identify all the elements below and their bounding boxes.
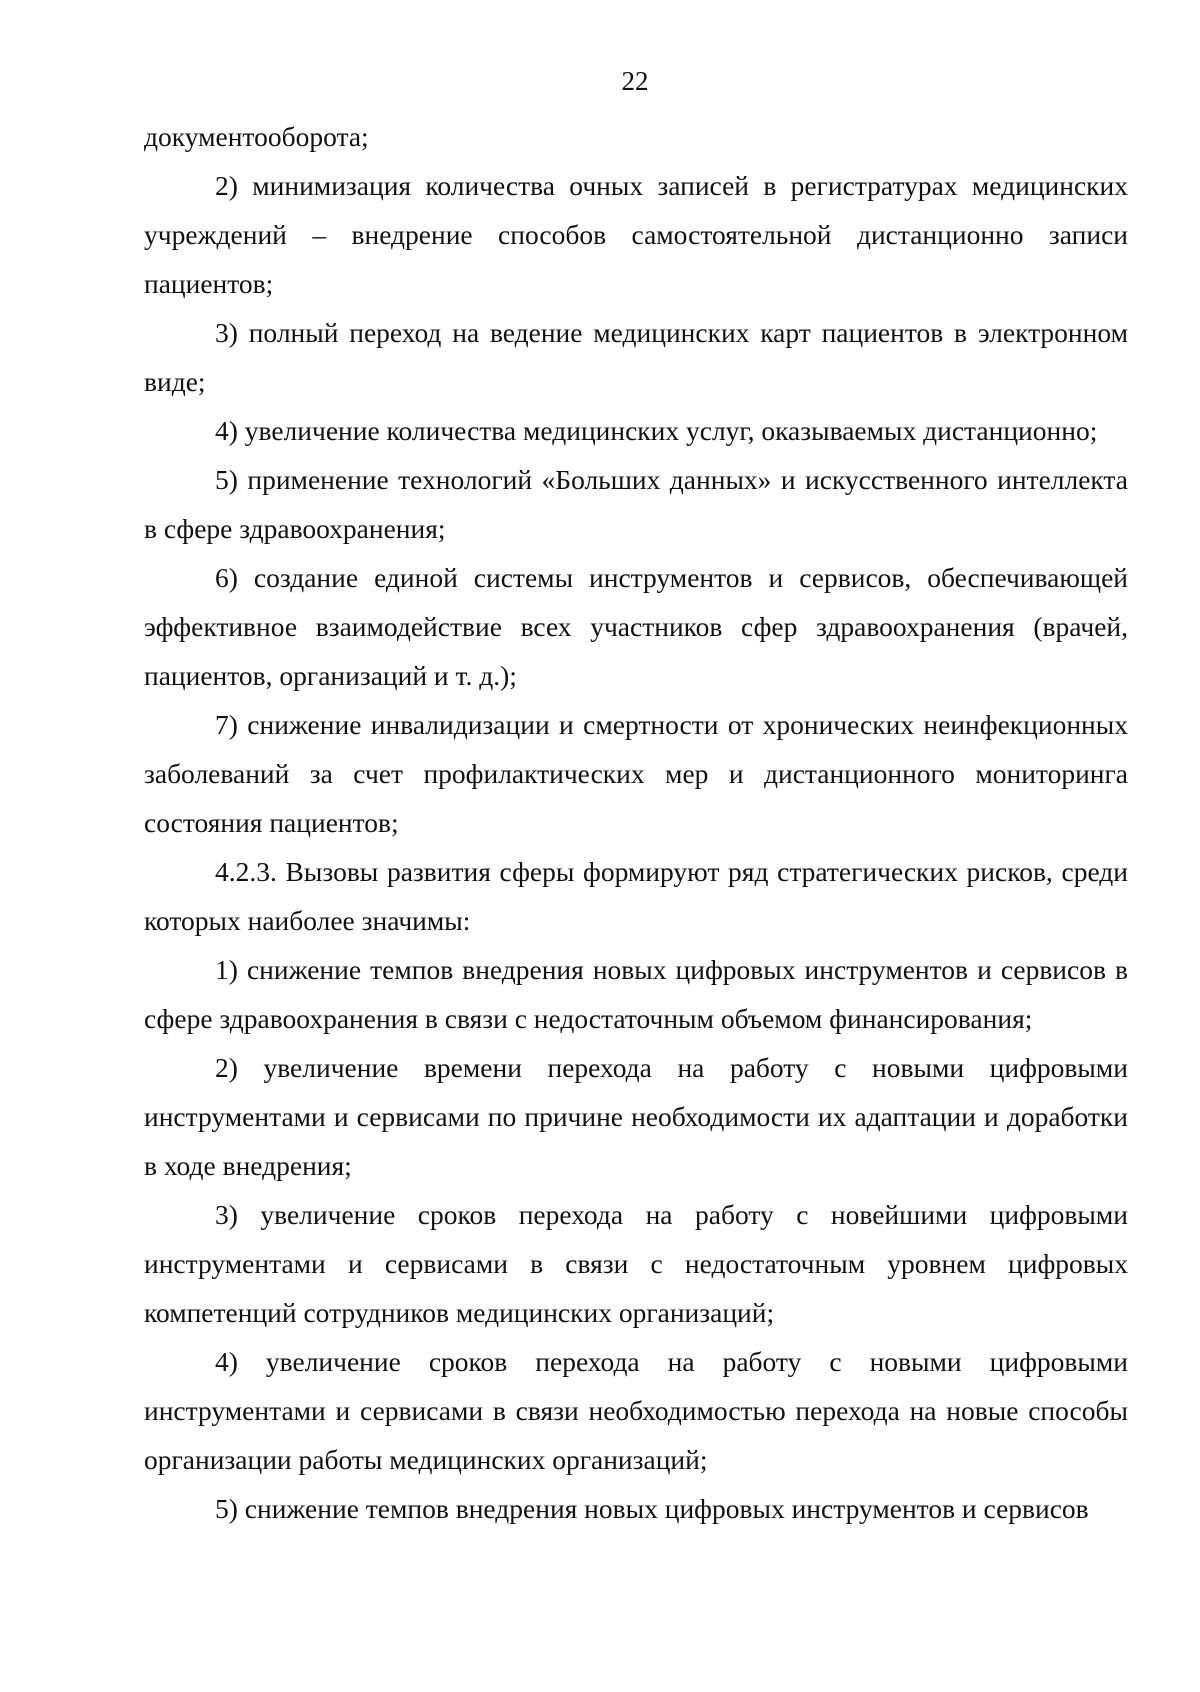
list-item: 2) минимизация количества очных записей в регистратурах медицинских учреждений – внедрение способов самостоятельной дистанционно записи пациентов; <box>144 170 1128 299</box>
document-body <box>144 112 1128 1533</box>
list-item: 5) снижение темпов внедрения новых цифровых инструментов и сервисов <box>215 1493 1089 1524</box>
list-item: 3) полный переход на ведение медицинских карт пациентов в электронном виде; <box>144 317 1128 397</box>
page-number: 22 <box>621 66 649 96</box>
paragraph: документооборота; <box>144 121 369 152</box>
list-item: 5) применение технологий «Больших данных» и искусственного интеллекта в сфере здравоохранения; <box>144 464 1128 544</box>
list-item: 2) увеличение времени перехода на работу с новыми цифровыми инструментами и сервисами по причине необходимости их адаптации и доработки в ходе внедрения; <box>144 1052 1128 1181</box>
list-item: 1) снижение темпов внедрения новых цифровых инструментов и сервисов в сфере здравоохранения в связи с недостаточным объемом финансирования; <box>144 954 1128 1034</box>
list-item: 4) увеличение сроков перехода на работу с новыми цифровыми инструментами и сервисами в связи необходимостью перехода на новые способы организации работы медицинских организаций; <box>144 1346 1128 1475</box>
section-paragraph: 4.2.3. Вызовы развития сферы формируют ряд стратегических рисков, среди которых наиболее значимы: <box>144 856 1128 936</box>
list-item: 6) создание единой системы инструментов и сервисов, обеспечивающей эффективное взаимодействие всех участников сфер здравоохранения (врачей, пациентов, организаций и т. д.); <box>144 562 1128 691</box>
list-item: 3) увеличение сроков перехода на работу с новейшими цифровыми инструментами и сервисами в связи с недостаточным уровнем цифровых компетенций сотрудников медицинских организаций; <box>144 1199 1128 1328</box>
list-item: 7) снижение инвалидизации и смертности от хронических неинфекционных заболеваний за счет профилактических мер и дистанционного мониторинга состояния пациентов; <box>144 709 1128 838</box>
list-item: 4) увеличение количества медицинских услуг, оказываемых дистанционно; <box>215 415 1098 446</box>
